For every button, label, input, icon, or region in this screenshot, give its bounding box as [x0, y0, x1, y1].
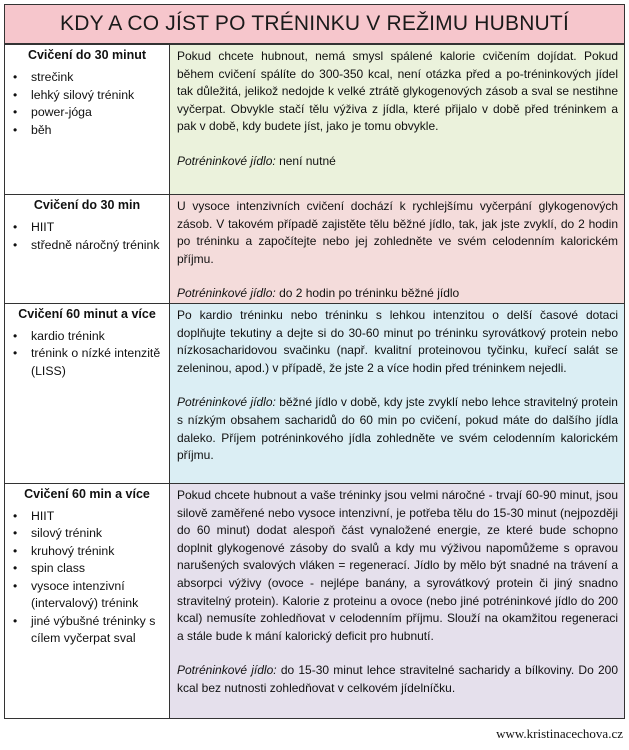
exercise-list — [9, 69, 165, 139]
list-item: • jiné výbušné tréninky s cílem vyčerpat sval — [31, 613, 165, 648]
exercise-list — [9, 508, 165, 648]
page-title: KDY A CO JÍST PO TRÉNINKU V REŽIMU HUBNUTÍ — [4, 4, 625, 44]
row-description: U vysoce intenzivních cvičení dochází k rychlejšímu vyčerpání glykogenových zásob. V takovém případě zajistěte tělu běžné jídlo, tak, jak jste zvyklí, do 2 hodin po tréninku a započítejte nebo jej zohledněte ve svém celodenním kalorickém příjmu. — [177, 199, 618, 266]
list-item: • spin class — [31, 560, 165, 578]
list-item: • kruhový trénink — [31, 543, 165, 561]
food-text: do 15-30 minut lehce stravitelné sacharidy a bílkoviny. Do 200 kcal bez nutnosti zohledňovat v celkovém jídelníčku. — [177, 663, 618, 695]
food-label: Potréninkové jídlo: — [177, 286, 276, 301]
training-table — [4, 44, 625, 719]
row-description-cell — [170, 45, 625, 195]
exercise-list — [9, 219, 165, 254]
list-item: • HIIT — [31, 219, 165, 237]
list-item: • běh — [31, 122, 165, 140]
exercise-list — [9, 328, 165, 381]
row-description-cell — [170, 195, 625, 304]
row-description: Pokud chcete hubnout a vaše tréninky jsou velmi náročné - trvají 60-90 minut, jsou silově zaměřené nebo vysoce intenzivní, je potřeba tělu do 15-30 minut (nejpozději do 60 minut) dodat alespoň část vynaložené energie, ze které bude schopno doplnit glykogenové zásoby do svalů a kdy mu výživou napomůžeme s opravou narušených svalových vláken = regenerací. Jídlo by mělo být snadné na trávení a absorpci výživy (ovoce - nejlépe banány, a syrovátkový protein či jiný snadno stravitelný protein). Kalorie z proteinu a ovoce (nebo jiné potréninkové jídlo do 200 kcal) nemusíte zohledňovat v celodenním příjmu. Slouží na okamžitou regeneraci a stále bude k mání kalorický deficit pro hubnutí. — [177, 487, 618, 643]
row-heading-cell — [5, 195, 170, 304]
row-description: Pokud chcete hubnout, nemá smysl spálené kalorie cvičením dojídat. Pokud během cvičení spálíte do 300-350 kcal, není otázka před a po-tréninkových jídel tak důležitá, jelikož nedojde k velké ztrátě glykogenových zásob a sval se nestihne vyčerpat. Obvykle stačí tělu výživa z jídla, které přijalo v době před tréninkem a pak v době, kdy budete jíst, jako je tomu obvykle. — [177, 49, 618, 134]
row-heading: Cvičení do 30 min — [33, 198, 141, 212]
post-workout-food — [177, 662, 618, 697]
row-heading-cell — [5, 483, 170, 718]
food-text: není nutné — [275, 153, 336, 168]
row-description-cell — [170, 483, 625, 718]
list-item: • power-jóga — [31, 104, 165, 122]
table-row — [5, 303, 625, 483]
post-workout-food — [177, 153, 618, 171]
food-label: Potréninkové jídlo: — [177, 663, 277, 678]
list-item: • trénink o nízké intenzitě (LISS) — [31, 345, 165, 380]
row-heading-cell — [5, 303, 170, 483]
table-row — [5, 483, 625, 718]
row-heading: Cvičení 60 minut a více — [18, 306, 156, 321]
website-url: www.kristinacechova.cz — [496, 726, 623, 741]
table-row — [5, 45, 625, 195]
list-item: • silový trénink — [31, 525, 165, 543]
post-workout-food — [177, 394, 618, 464]
post-workout-food — [177, 285, 618, 303]
list-item: • středně náročný trénink — [31, 237, 165, 255]
food-label: Potréninkové jídlo: — [177, 395, 276, 410]
list-item: • kardio trénink — [31, 328, 165, 346]
list-item: • strečink — [31, 69, 165, 87]
row-heading: Cvičení 60 min a více — [24, 486, 150, 501]
row-heading: Cvičení do 30 minut — [27, 48, 147, 62]
row-description-cell — [170, 303, 625, 483]
list-item: • lehký silový trénink — [31, 87, 165, 105]
food-text: běžné jídlo v době, kdy jste zvyklí nebo lehce stravitelný protein s nízkým obsahem sacharidů do 60 min po cvičení, pokud máte do dalšího jídla daleko. Příjem potréninkového jídla zohledněte ve svém celodenním kalorickém příjmu. — [177, 395, 618, 463]
food-label: Potréninkové jídlo: — [177, 153, 276, 168]
infographic — [4, 4, 625, 719]
row-heading-cell — [5, 45, 170, 195]
list-item: • HIIT — [31, 508, 165, 526]
table-row — [5, 195, 625, 304]
list-item: • vysoce intenzivní (intervalový) trénink — [31, 578, 165, 613]
food-text: do 2 hodin po tréninku běžné jídlo — [275, 286, 460, 301]
row-description: Po kardio tréninku nebo tréninku s lehkou intenzitou o delší časové dotaci doplňujte tekutiny a dejte si do 30-60 minut po tréninku syrovátkový protein nebo nízkosacharidovou svačinku (např. kvalitní proteinovou tyčinku, kuřecí salát se zeleninou, apod.) v případě, že jste 2 a více hodin před tréninkem nejedli. — [177, 307, 618, 375]
